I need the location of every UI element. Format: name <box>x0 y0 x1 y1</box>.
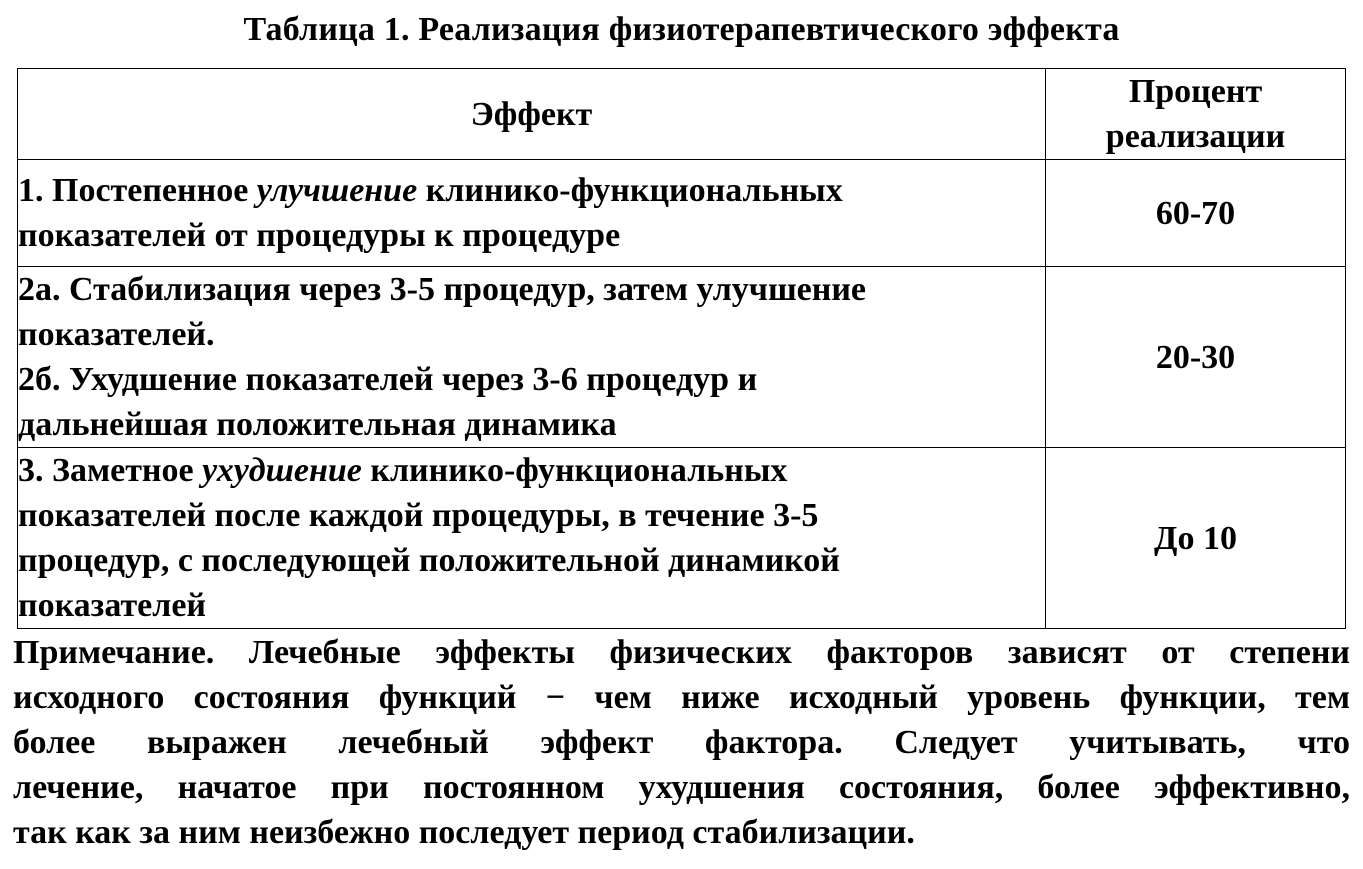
percent-cell: До 10 <box>1046 448 1346 629</box>
table-note <box>13 630 1350 855</box>
effect-cell <box>18 448 1046 629</box>
effect-text: процедур, с последующей положительной динамикой <box>18 542 840 579</box>
table-row <box>18 267 1346 448</box>
effect-cell <box>18 267 1046 448</box>
column-header-percent-line1: Процент <box>1128 73 1263 110</box>
table-row <box>18 160 1346 267</box>
note-line: более выражен лечебный эффект фактора. Следует учитывать, что <box>13 724 1350 761</box>
effect-text: 3. Заметное <box>18 452 203 489</box>
effect-line <box>18 538 1045 583</box>
effect-text: клинико-функциональных <box>361 452 788 489</box>
effect-text: 2а. Стабилизация через 3-5 процедур, затем улучшение <box>18 271 867 308</box>
effects-table <box>17 68 1346 629</box>
effect-line <box>18 402 1045 447</box>
effect-text: показателей после каждой процедуры, в течение 3-5 <box>18 497 819 534</box>
effect-line <box>18 168 1045 213</box>
effect-text: показателей от процедуры к процедуре <box>18 217 621 254</box>
effect-text: показателей. <box>18 316 215 353</box>
effect-text: показателей <box>18 587 206 624</box>
effect-text: дальнейшая положительная динамика <box>18 406 617 443</box>
effect-text: 1. Постепенное <box>18 172 257 209</box>
effect-line <box>18 448 1045 493</box>
note-line: Примечание. Лечебные эффекты физических факторов зависят от степени <box>13 634 1350 671</box>
column-header-percent <box>1046 69 1346 160</box>
note-line: исходного состояния функций − чем ниже исходный уровень функции, тем <box>13 679 1350 716</box>
percent-cell: 20-30 <box>1046 267 1346 448</box>
note-line: лечение, начатое при постоянном ухудшения состояния, более эффективно, <box>13 769 1350 806</box>
effect-text: 2б. Ухудшение показателей через 3-6 процедур и <box>18 361 758 398</box>
effect-emphasis: ухудшение <box>202 452 362 489</box>
column-header-percent-line2: реализации <box>1105 118 1286 155</box>
effect-cell <box>18 160 1046 267</box>
table-row <box>18 448 1346 629</box>
effect-line <box>18 583 1045 628</box>
table-title: Таблица 1. Реализация физиотерапевтического эффекта <box>243 11 1120 48</box>
effect-line <box>18 213 1045 258</box>
effect-text: клинико-функциональных <box>417 172 843 209</box>
effect-emphasis: улучшение <box>256 172 418 209</box>
effect-line <box>18 312 1045 357</box>
note-line: так как за ним неизбежно последует период стабилизации. <box>13 814 915 851</box>
effect-line <box>18 267 1045 312</box>
table-header-row <box>18 69 1346 160</box>
percent-cell: 60-70 <box>1046 160 1346 267</box>
effect-line <box>18 357 1045 402</box>
effect-line <box>18 493 1045 538</box>
column-header-effect: Эффект <box>18 69 1046 160</box>
